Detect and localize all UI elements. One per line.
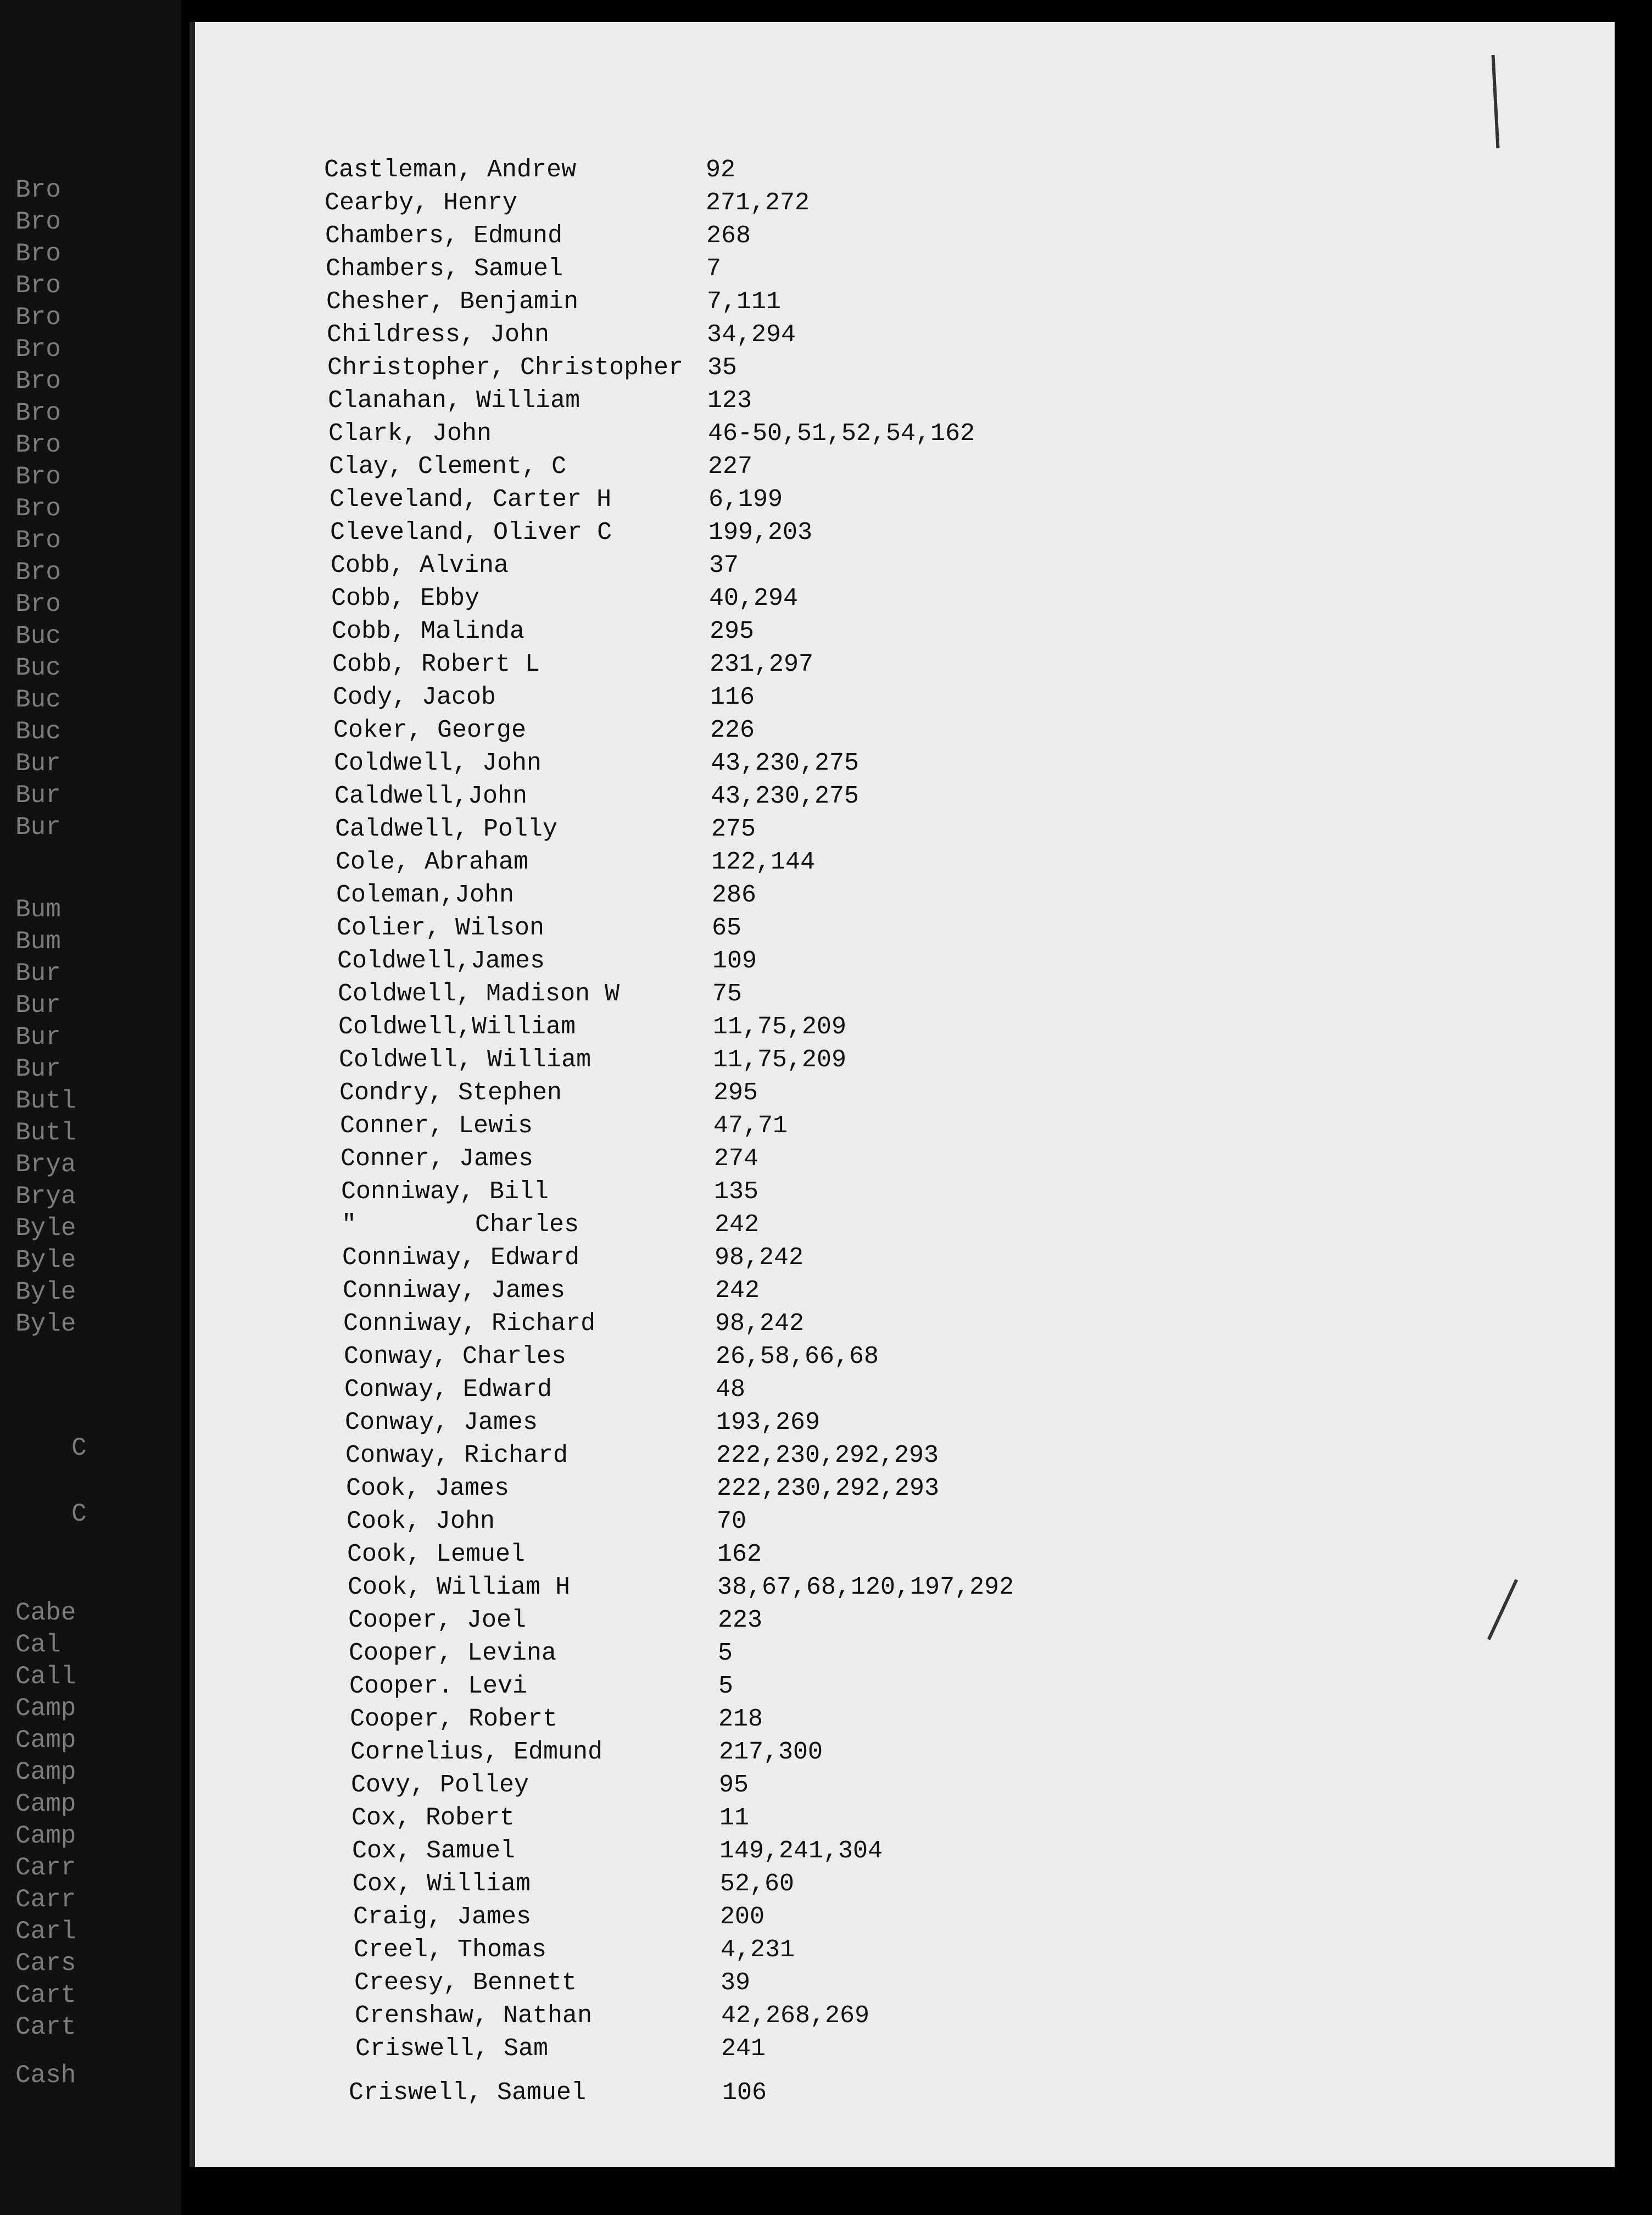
entry-pages: 47,71	[713, 1112, 788, 1140]
bleed-text: Camp	[15, 1726, 76, 1755]
entry-pages: 39	[721, 1969, 751, 1997]
entry-pages: 295	[713, 1079, 758, 1107]
entry-name: " Charles	[342, 1211, 579, 1239]
index-entry	[195, 549, 1615, 582]
entry-pages: 217,300	[719, 1738, 823, 1766]
entry-name: Cook, William H	[348, 1573, 571, 1601]
entry-pages: 5	[718, 1672, 734, 1700]
entry-name: Clanahan, William	[328, 387, 581, 415]
index-entry	[195, 1670, 1615, 1703]
index-entry	[195, 747, 1615, 780]
index-entry	[195, 1373, 1615, 1406]
entry-name: Cleveland, Oliver C	[330, 519, 612, 547]
entry-pages: 38,67,68,120,197,292	[717, 1573, 1014, 1601]
entry-pages: 109	[712, 947, 757, 975]
entry-pages: 92	[706, 156, 736, 184]
index-entry	[195, 385, 1615, 418]
bleed-text: Camp	[15, 1822, 76, 1850]
index-entry	[195, 154, 1615, 187]
index-entry	[195, 615, 1615, 648]
index-entry	[195, 319, 1615, 352]
bleed-text: Bur	[15, 959, 61, 988]
index-entry	[195, 1769, 1615, 1802]
entry-name: Cox, William	[353, 1870, 531, 1898]
entry-name: Conway, Richard	[345, 1442, 568, 1470]
bleed-text: Brya	[15, 1182, 76, 1211]
entry-pages: 75	[712, 980, 743, 1008]
index-entry	[195, 846, 1615, 879]
entry-name: Cox, Robert	[351, 1804, 515, 1832]
entry-name: Castleman, Andrew	[324, 156, 577, 184]
entry-pages: 149,241,304	[719, 1837, 883, 1865]
bleed-text: Bro	[15, 335, 61, 364]
bleed-text: Buc	[15, 686, 61, 714]
bleed-text: Bro	[15, 367, 61, 396]
bleed-text: Bur	[15, 991, 61, 1020]
entry-pages: 11,75,209	[713, 1013, 847, 1041]
entry-name: Criswell, Samuel	[349, 2079, 587, 2107]
entry-name: Cook, James	[346, 1474, 510, 1502]
bleed-text: Bro	[15, 494, 61, 523]
entry-name: Cooper, Robert	[350, 1705, 558, 1733]
index-entry	[195, 2077, 1615, 2110]
index-entry	[195, 582, 1615, 615]
bleed-text: Bro	[15, 463, 61, 491]
entry-name: Cornelius, Edmund	[350, 1738, 603, 1766]
index-entry	[195, 1835, 1615, 1868]
bleed-text: Cabe	[15, 1599, 76, 1627]
bleed-text: Cars	[15, 1949, 76, 1978]
index-entry	[195, 1802, 1615, 1835]
entry-name: Cobb, Robert L	[332, 650, 540, 678]
entry-pages: 274	[714, 1145, 759, 1173]
entry-name: Chambers, Samuel	[326, 255, 563, 283]
index-entry	[195, 1011, 1615, 1044]
index-entry	[195, 681, 1615, 714]
entry-name: Conner, Lewis	[340, 1112, 533, 1140]
index-entry	[195, 1307, 1615, 1340]
index-entry	[195, 714, 1615, 747]
entry-name: Crenshaw, Nathan	[355, 2002, 593, 2030]
entry-name: Craig, James	[353, 1903, 532, 1931]
bleed-text: Camp	[15, 1694, 76, 1723]
index-entry	[195, 483, 1615, 516]
entry-pages: 123	[707, 387, 752, 415]
bleed-text: Bum	[15, 895, 61, 924]
entry-pages: 34,294	[707, 321, 796, 349]
entry-name: Creesy, Bennett	[354, 1969, 577, 1997]
entry-name: Conniway, Richard	[343, 1310, 596, 1338]
bleed-text: Bum	[15, 927, 61, 956]
entry-pages: 52,60	[720, 1870, 795, 1898]
index-entry	[195, 978, 1615, 1011]
bleed-text: C	[71, 1500, 87, 1528]
index-entry	[195, 1538, 1615, 1571]
bleed-text: Bro	[15, 271, 61, 300]
entry-pages: 4,231	[721, 1936, 795, 1964]
entry-pages: 242	[715, 1211, 760, 1239]
entry-name: Conway, Charles	[344, 1343, 567, 1371]
entry-pages: 222,230,292,293	[716, 1442, 939, 1470]
bleed-text: Bur	[15, 749, 61, 778]
bleed-text: C	[71, 1434, 87, 1462]
entry-pages: 48	[716, 1376, 746, 1404]
bleed-text: Bur	[15, 813, 61, 842]
index-entry	[195, 352, 1615, 385]
entry-pages: 7	[706, 255, 722, 283]
entry-pages: 43,230,275	[711, 749, 860, 777]
entry-name: Conniway, Edward	[342, 1244, 580, 1272]
entry-name: Clay, Clement, C	[329, 453, 567, 481]
index-entry	[195, 1077, 1615, 1110]
bleed-text: Brya	[15, 1150, 76, 1179]
entry-pages: 35	[707, 354, 738, 382]
index-entry	[195, 1637, 1615, 1670]
index-entry	[195, 1571, 1615, 1604]
entry-name: Coldwell,William	[338, 1013, 576, 1041]
bleed-text: Bro	[15, 240, 61, 268]
entry-name: Cobb, Ebby	[331, 585, 480, 613]
entry-pages: 226	[710, 716, 755, 744]
entry-pages: 199,203	[708, 519, 813, 547]
index-entry	[195, 1275, 1615, 1307]
entry-name: Cook, John	[347, 1507, 495, 1535]
entry-pages: 275	[711, 815, 756, 843]
entry-pages: 106	[722, 2079, 767, 2107]
entry-name: Conner, James	[341, 1145, 534, 1173]
index-entry	[195, 780, 1615, 813]
entry-name: Cobb, Malinda	[332, 617, 525, 645]
bleed-text: Cal	[15, 1630, 61, 1659]
entry-name: Cole, Abraham	[336, 848, 529, 876]
entry-pages: 271,272	[706, 189, 810, 217]
bleed-text: Carl	[15, 1917, 76, 1946]
entry-pages: 162	[717, 1540, 762, 1568]
entry-pages: 46-50,51,52,54,162	[708, 420, 975, 448]
bleed-text: Carr	[15, 1885, 76, 1914]
index-entry	[195, 813, 1615, 846]
index-entry	[195, 2000, 1615, 2033]
bleed-text: Byle	[15, 1278, 76, 1306]
entry-name: Coldwell, John	[334, 749, 542, 777]
index-entry	[195, 1604, 1615, 1637]
entry-pages: 193,269	[716, 1409, 821, 1437]
index-entry	[195, 253, 1615, 286]
entry-name: Chambers, Edmund	[325, 222, 563, 250]
entry-name: Childress, John	[327, 321, 550, 349]
index-entry	[195, 187, 1615, 220]
entry-pages: 95	[719, 1771, 749, 1799]
entry-name: Cooper. Levi	[349, 1672, 528, 1700]
entry-name: Coldwell, Madison W	[338, 980, 620, 1008]
bleed-text: Buc	[15, 717, 61, 746]
entry-name: Condry, Stephen	[339, 1079, 562, 1107]
entry-pages: 37	[709, 552, 739, 580]
index-entry	[195, 1143, 1615, 1176]
facing-page-bleed	[0, 0, 181, 2215]
index-entry	[195, 1472, 1615, 1505]
entry-pages: 7,111	[707, 288, 782, 316]
bleed-text: Camp	[15, 1758, 76, 1787]
bleed-text: Bro	[15, 558, 61, 587]
index-list	[195, 22, 1615, 2167]
bleed-text: Buc	[15, 622, 61, 650]
index-entry	[195, 1703, 1615, 1736]
entry-pages: 5	[718, 1639, 733, 1667]
entry-pages: 43,230,275	[711, 782, 860, 810]
bleed-text: Cart	[15, 1981, 76, 2010]
entry-name: Creel, Thomas	[354, 1936, 547, 1964]
bleed-text: Byle	[15, 1310, 76, 1338]
entry-pages: 241	[721, 2035, 766, 2063]
entry-name: Cleveland, Carter H	[330, 486, 612, 514]
index-entry	[195, 220, 1615, 253]
bleed-text: Camp	[15, 1790, 76, 1818]
bleed-text: Bro	[15, 208, 61, 236]
bleed-text: Butl	[15, 1087, 76, 1115]
bleed-text: Bro	[15, 590, 61, 619]
index-entry	[195, 879, 1615, 912]
entry-pages: 200	[720, 1903, 765, 1931]
entry-pages: 295	[710, 617, 755, 645]
entry-pages: 42,268,269	[721, 2002, 870, 2030]
entry-name: Covy, Polley	[351, 1771, 529, 1799]
bleed-text: Butl	[15, 1118, 76, 1147]
index-entry	[195, 1934, 1615, 1967]
entry-name: Caldwell, Polly	[335, 815, 558, 843]
entry-name: Cook, Lemuel	[347, 1540, 526, 1568]
entry-pages: 122,144	[711, 848, 816, 876]
bleed-text: Bro	[15, 176, 61, 204]
bleed-text: Carr	[15, 1854, 76, 1882]
bleed-text: Cash	[15, 2061, 76, 2090]
entry-pages: 268	[706, 222, 751, 250]
entry-name: Criswell, Sam	[355, 2035, 549, 2063]
entry-pages: 40,294	[709, 585, 799, 613]
entry-pages: 218	[718, 1705, 763, 1733]
entry-name: Conniway, James	[343, 1277, 566, 1305]
index-entry	[195, 1044, 1615, 1077]
entry-name: Conway, Edward	[344, 1376, 552, 1404]
entry-pages: 222,230,292,293	[717, 1474, 940, 1502]
index-entry	[195, 2033, 1615, 2066]
index-entry	[195, 1176, 1615, 1209]
entry-name: Coldwell, William	[339, 1046, 591, 1074]
bleed-text: Buc	[15, 654, 61, 682]
entry-name: Cody, Jacob	[333, 683, 496, 711]
bleed-text: Byle	[15, 1246, 76, 1275]
bleed-text: Byle	[15, 1214, 76, 1243]
index-entry	[195, 1736, 1615, 1769]
entry-pages: 6,199	[708, 486, 783, 514]
index-entry	[195, 1209, 1615, 1242]
entry-name: Clark, John	[328, 420, 492, 448]
entry-pages: 98,242	[715, 1244, 804, 1272]
index-entry	[195, 1868, 1615, 1901]
index-entry	[195, 516, 1615, 549]
entry-pages: 286	[712, 881, 757, 909]
entry-pages: 116	[710, 683, 755, 711]
index-entry	[195, 648, 1615, 681]
bleed-text: Bro	[15, 431, 61, 459]
entry-name: Colier, Wilson	[337, 914, 545, 942]
entry-name: Coldwell,James	[337, 947, 545, 975]
index-entry	[195, 1439, 1615, 1472]
entry-pages: 135	[714, 1178, 759, 1206]
entry-pages: 227	[708, 453, 753, 481]
entry-pages: 223	[718, 1606, 763, 1634]
bleed-text: Bur	[15, 1055, 61, 1083]
entry-pages: 70	[717, 1507, 747, 1535]
index-entry	[195, 418, 1615, 450]
entry-name: Christopher, Christopher	[327, 354, 684, 382]
entry-name: Cearby, Henry	[325, 189, 518, 217]
index-entry	[195, 1406, 1615, 1439]
index-entry	[195, 912, 1615, 945]
bleed-text: Cart	[15, 2013, 76, 2041]
index-entry	[195, 286, 1615, 319]
entry-name: Conniway, Bill	[341, 1178, 549, 1206]
entry-name: Cobb, Alvina	[331, 552, 509, 580]
bleed-text: Bur	[15, 1023, 61, 1051]
index-entry	[195, 1901, 1615, 1934]
index-page	[189, 22, 1615, 2167]
index-entry	[195, 450, 1615, 483]
index-entry	[195, 1505, 1615, 1538]
bleed-text: Bro	[15, 303, 61, 332]
bleed-text: Bro	[15, 526, 61, 555]
entry-pages: 242	[715, 1277, 760, 1305]
entry-pages: 98,242	[715, 1310, 805, 1338]
index-entry	[195, 945, 1615, 978]
entry-pages: 11	[719, 1804, 750, 1832]
entry-pages: 26,58,66,68	[716, 1343, 879, 1371]
entry-name: Cooper, Joel	[348, 1606, 527, 1634]
index-entry	[195, 1110, 1615, 1143]
entry-name: Caldwell,John	[334, 782, 528, 810]
entry-pages: 231,297	[710, 650, 814, 678]
entry-name: Chesher, Benjamin	[326, 288, 579, 316]
entry-name: Coker, George	[333, 716, 527, 744]
entry-name: Cooper, Levina	[349, 1639, 557, 1667]
entry-name: Cox, Samuel	[352, 1837, 516, 1865]
bleed-text: Call	[15, 1662, 76, 1691]
index-entry	[195, 1967, 1615, 2000]
index-entry	[195, 1242, 1615, 1275]
bleed-text: Bro	[15, 399, 61, 427]
entry-name: Coleman,John	[336, 881, 515, 909]
entry-name: Conway, James	[345, 1409, 538, 1437]
entry-pages: 65	[712, 914, 742, 942]
entry-pages: 11,75,209	[713, 1046, 847, 1074]
index-entry	[195, 1340, 1615, 1373]
bleed-text: Bur	[15, 781, 61, 810]
